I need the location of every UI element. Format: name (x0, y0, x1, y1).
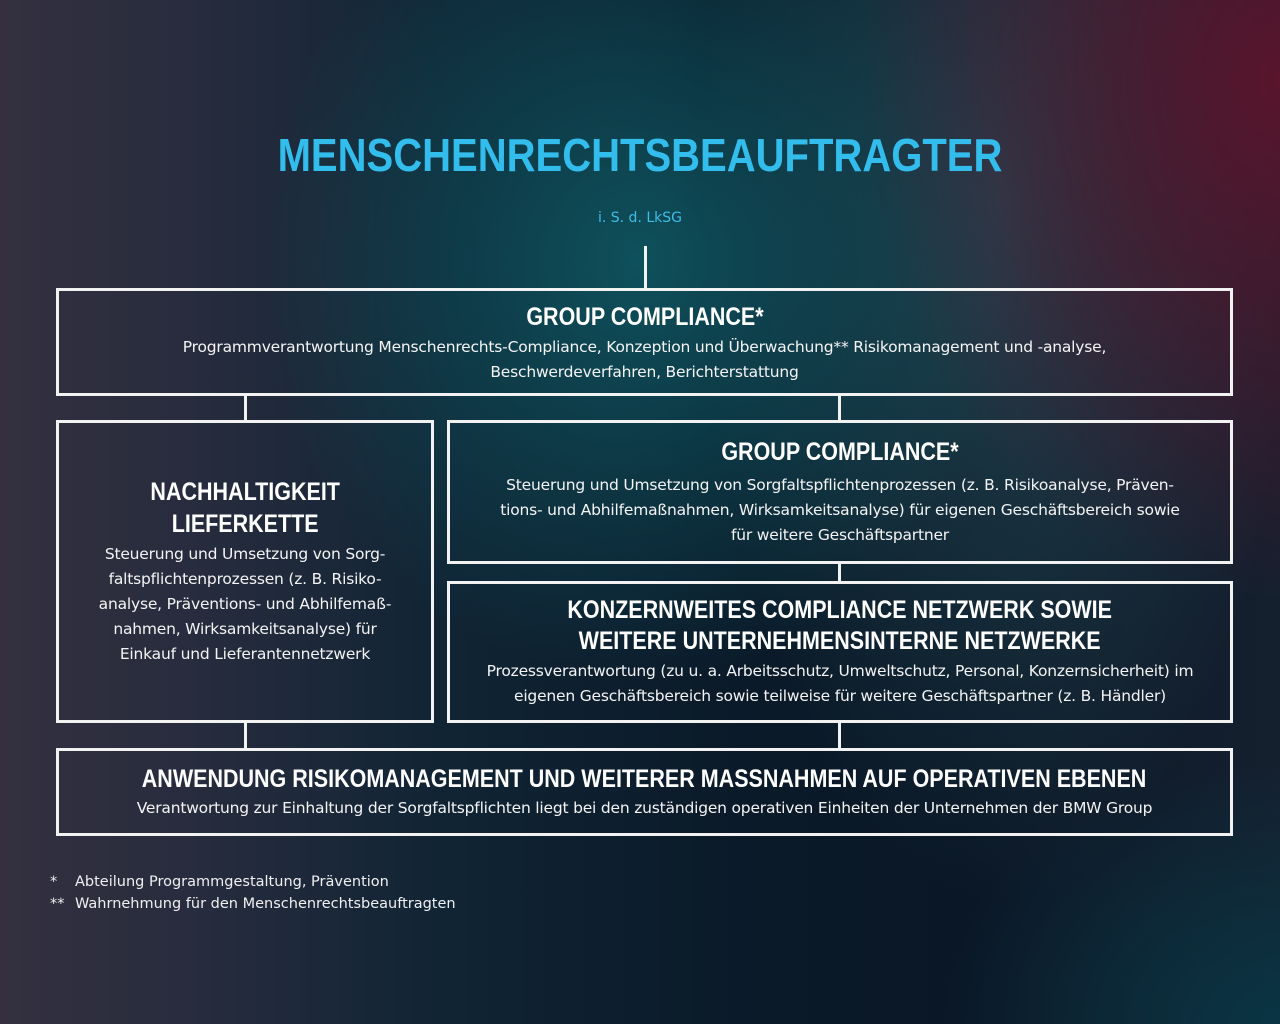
text-line: eigenen Geschäftsbereich sowie teilweise für weitere Geschäftspartner (z. B. Händler) (513, 687, 1166, 705)
connector-network-to-bottom-box (838, 721, 841, 750)
text-line: tions- und Abhilfemaßnahmen, Wirksamkeitsanalyse) für eigenen Geschäftsbereich sowie (500, 500, 1180, 519)
connector-left-to-bottom-box (244, 721, 247, 750)
footnote (50, 893, 456, 915)
text-line: Steuerung und Umsetzung von Sorg- (104, 545, 386, 563)
text-line: Einkauf und Lieferantennetzwerk (119, 645, 371, 663)
box-text (137, 796, 1153, 821)
box-title: ANWENDUNG RISIKOMANAGEMENT UND WEITERER MASSNAHMEN AUF OPERATIVEN EBENEN (142, 764, 1147, 793)
box-konzernweites-netzwerk (447, 581, 1233, 723)
text-line: Prozessverantwortung (zu u. a. Arbeitsschutz, Umweltschutz, Personal, Konzernsicherheit) im (486, 662, 1194, 680)
page-title: MENSCHENRECHTSBEAUFTRAGTER (277, 129, 1003, 181)
text-line: für weitere Geschäftspartner (731, 525, 949, 544)
box-group-compliance-top (56, 288, 1233, 396)
footnote (50, 871, 456, 893)
text-line: Steuerung und Umsetzung von Sorgfaltspflichtenprozessen (z. B. Risikoanalyse, Präven- (506, 475, 1174, 494)
connector-mid-to-network-box (838, 562, 841, 583)
title-line: KONZERNWEITES COMPLIANCE NETZWERK SOWIE (567, 596, 1113, 624)
footnote-mark: * (50, 874, 58, 890)
text-line: Verantwortung zur Einhaltung der Sorgfaltspflichten liegt bei den zuständigen operativen Einheiten der Unternehmen der BMW Group (136, 798, 1153, 817)
box-title (150, 476, 340, 540)
box-anwendung-risikomanagement (56, 748, 1233, 836)
footnote-mark: ** (50, 896, 65, 912)
box-text (99, 542, 392, 667)
text-line: analyse, Präventions- und Abhilfemaß- (98, 595, 392, 613)
page-subtitle: i. S. d. LkSG (597, 210, 682, 226)
text-line: Beschwerdeverfahren, Berichterstattung (490, 362, 799, 381)
text-line: faltspflichtenprozessen (z. B. Risiko- (108, 570, 382, 588)
box-nachhaltigkeit-lieferkette (56, 420, 434, 723)
title-line: WEITERE UNTERNEHMENSINTERNE NETZWERKE (578, 627, 1101, 655)
connector-title-to-top-box (644, 246, 647, 289)
title-line: NACHHALTIGKEIT (150, 478, 340, 506)
footnote-text: Wahrnehmung für den Menschenrechtsbeauftragten (75, 896, 456, 912)
title-line: LIEFERKETTE (171, 510, 319, 538)
box-text (500, 473, 1180, 548)
connector-top-to-right-box (838, 395, 841, 421)
box-group-compliance-mid (447, 420, 1233, 564)
box-title (568, 595, 1113, 657)
box-text (183, 335, 1106, 385)
footnote-text: Abteilung Programmgestaltung, Prävention (75, 874, 389, 890)
text-line: nahmen, Wirksamkeitsanalyse) für (113, 620, 377, 638)
box-title: GROUP COMPLIANCE* (525, 302, 764, 331)
footnotes (50, 871, 456, 915)
box-title: GROUP COMPLIANCE* (721, 437, 959, 466)
box-text (487, 659, 1194, 709)
text-line: Programmverantwortung Menschenrechts-Compliance, Konzeption und Überwachung** Risikomanagement und -analyse, (182, 337, 1107, 356)
connector-top-to-left-box (244, 395, 247, 421)
